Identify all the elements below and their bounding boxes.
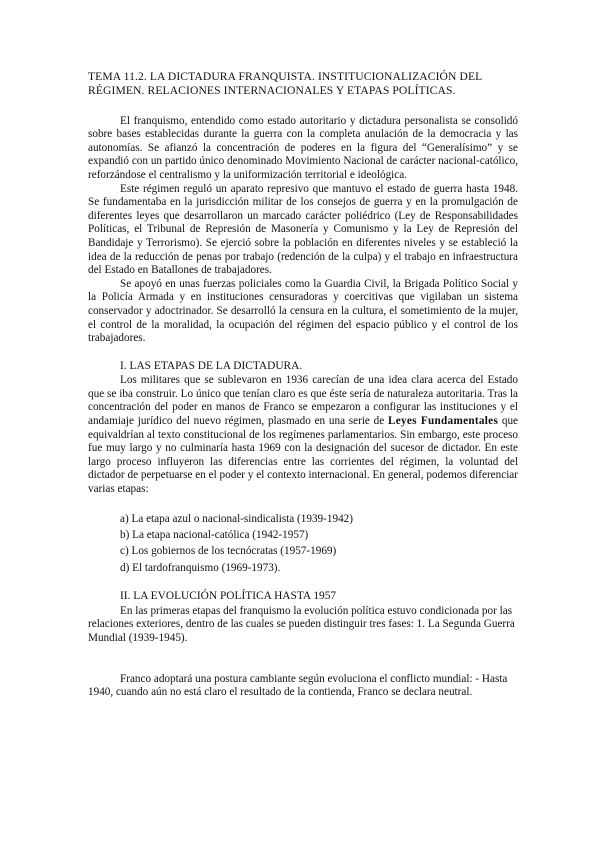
etapas-text-after: que equivaldrían al texto constitucional de los regímenes parlamentarios. Sin embargo, este proceso fue muy largo y no culminaría hasta 1969 con la designación del sucesor de dictador. En este largo proceso influyeron las diferencias entre las corrientes del régimen, la voluntad del dictador de perpetuarse en el poder y el contexto internacional. En general, podemos diferenciar varias etapas: [88,415,519,496]
etapas-paragraph [88,374,518,496]
list-item: c) Los gobiernos de los tecnócratas (1957-1969) [120,545,337,558]
section-heading-etapas: I. LAS ETAPAS DE LA DICTADURA. [120,359,303,372]
intro-paragraph-2: Este régimen reguló un aparato represivo que mantuvo el estado de guerra hasta 1948. Se fundamentaba en la jurisdicción militar de los consejos de guerra y en la promulgación de diferentes leyes que desarrollaron un marcado carácter poliédrico (Ley de Responsabilidades Políticas, el Tribunal de Represión de Masonería y Comunismo y la Ley de Represión del Bandidaje y Terrorismo). Se ejerció sobre la población en diferentes niveles y se estableció la idea de la reducción de penas por trabajo (redención de la culpa) y el trabajo en infraestructura del Estado en Batallones de trabajadores. [88,182,518,277]
intro-paragraph-1: El franquismo, entendido como estado autoritario y dictadura personalista se consolidó sobre bases establecidas durante la guerra con la completa anulación de la democracia y las autonomías. Se afianzó la concentración de poderes en la figura del “Generalísimo” y se expandió con un partido único denominado Movimiento Nacional de carácter nacional-católico, reforzándose el centralismo y la uniformización territorial e ideológica. [88,114,518,181]
etapas-text-before: Los militares que se sublevaron en 1936 carecían de una idea clara acerca del Estado que se iba construir. Lo único que tenían claro es que éste sería de naturaleza autoritaria. Tras la concentración del poder en manos de Franco se empezaron a configurar las instituciones y el andamiaje jurídico del nuevo régimen, plasmado en una serie de [88,374,518,428]
evolucion-paragraph-1: En las primeras etapas del franquismo la evolución política estuvo condicionada por las relaciones exteriores, dentro de las cuales se pueden distinguir tres fases: 1. La Segunda Guerra Mundial (1939-1945). [88,604,515,645]
document-title: TEMA 11.2. LA DICTADURA FRANQUISTA. INSTITUCIONALIZACIÓN DEL RÉGIMEN. RELACIONES INTERNACIONALES Y ETAPAS POLÍTICAS. [88,70,482,97]
section-heading-evolucion: II. LA EVOLUCIÓN POLÍTICA HASTA 1957 [120,590,337,603]
intro-paragraph-3: Se apoyó en unas fuerzas policiales como la Guardia Civil, la Brigada Político Social y la Policía Armada y en instituciones censuradoras y coercitivas que vigilaban un sistema conservador y adoctrinador. Se desarrolló la censura en la cultura, el sometimiento de la mujer, el control de la moralidad, la ocupación del régimen del espacio público y el control de los trabajadores. [88,277,518,345]
list-item: d) El tardofranquismo (1969-1973). [120,561,281,574]
stages-list [120,511,518,577]
evolucion-paragraph-2: Franco adoptará una postura cambiante según evoluciona el conflicto mundial: - Hasta 1940, cuando aún no está claro el resultado de la contienda, Franco se declara neutral. [88,672,508,699]
list-item: a) La etapa azul o nacional-sindicalista (1939-1942) [120,512,353,525]
list-item: b) La etapa nacional-católica (1942-1957) [120,529,309,542]
document-body [88,70,518,700]
leyes-fundamentales-term: Leyes Fundamentales [387,415,499,428]
